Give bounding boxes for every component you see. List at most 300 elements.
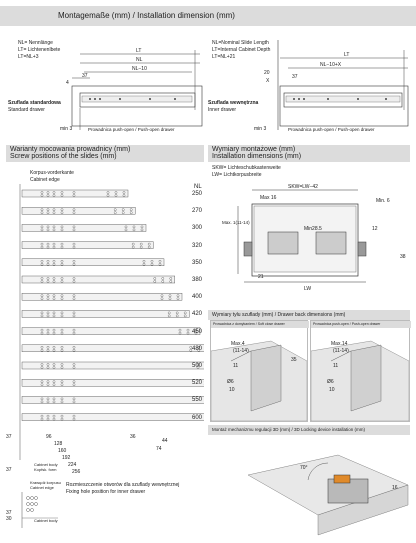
install-title-pl: Wymiary montażowe (mm)	[212, 146, 296, 153]
screw-hole	[177, 295, 179, 297]
screw-hole	[53, 398, 55, 400]
screw-hole	[47, 401, 49, 403]
dim-x: X	[266, 78, 270, 84]
screw-hole	[61, 194, 63, 196]
nl-value: 550	[192, 397, 203, 404]
screw-hole	[41, 315, 43, 317]
screw-hole	[61, 260, 63, 262]
screw-hole	[73, 363, 75, 365]
slide-row	[22, 379, 204, 386]
screw-hole	[47, 260, 49, 262]
screw-hole	[47, 263, 49, 265]
screw-hole	[162, 280, 164, 282]
screw-hole	[47, 295, 49, 297]
screw-hole	[107, 194, 109, 196]
screw-hole	[61, 366, 63, 368]
dim-35: 35	[291, 357, 297, 363]
dim-lt: LT	[136, 48, 142, 54]
nl-value: 250	[192, 191, 203, 197]
screw-hole	[53, 381, 55, 383]
screw-hole	[61, 398, 63, 400]
screw-hole	[73, 415, 75, 417]
dim-12: 12	[372, 226, 378, 232]
screw-hole	[47, 398, 49, 400]
screw-hole	[143, 263, 145, 265]
screw-hole	[125, 226, 127, 228]
screw-hole	[107, 191, 109, 193]
screw-hole	[179, 332, 181, 334]
screw-hole	[115, 194, 117, 196]
dim-37: 37	[6, 434, 12, 440]
dim-max: Max.14	[331, 341, 348, 347]
screw-panel-header	[6, 145, 204, 162]
dim-nl-10-x: NL−10+X	[320, 62, 342, 68]
nl-value: 380	[192, 277, 203, 283]
screw-hole	[179, 329, 181, 331]
screw-hole	[47, 277, 49, 279]
screw-hole	[61, 381, 63, 383]
screw-hole	[41, 398, 43, 400]
screw-hole	[53, 260, 55, 262]
screw-hole	[151, 263, 153, 265]
screw-panel-title-pl: Warianty mocowania prowadnicy (mm)	[10, 146, 131, 153]
screw-hole	[73, 384, 75, 386]
dim-44: 44	[162, 438, 168, 444]
nl-value: 270	[192, 208, 203, 215]
screw-hole	[61, 298, 63, 300]
drawer-title: Szuflada wewnętrzna	[208, 100, 259, 106]
screw-hole	[47, 226, 49, 228]
screw-hole	[61, 346, 63, 348]
dim-lw: LW	[304, 286, 312, 292]
header-bar	[0, 6, 416, 26]
screw-hole	[53, 209, 55, 211]
dim-4: 4	[66, 80, 69, 86]
screw-hole	[73, 398, 75, 400]
dim-20: 20	[264, 70, 270, 76]
screw-hole	[61, 243, 63, 245]
screw-hole	[161, 298, 163, 300]
screw-hole	[61, 191, 63, 193]
back-panel-title: Wymiary tyłu szuflady (mm) / Drawer back dimensions (mm)	[212, 312, 346, 318]
body-edge-label-2: Kopfsk. form	[34, 467, 57, 472]
screw-hole	[169, 298, 171, 300]
nl-value: 400	[192, 294, 203, 301]
device-drawing	[208, 435, 410, 540]
legend-formula: LT=NL+21	[212, 54, 236, 60]
screw-hole	[61, 295, 63, 297]
nl-header: NL	[194, 184, 202, 190]
screw-hole	[53, 277, 55, 279]
dim-10: 10	[229, 387, 235, 393]
dim-11: 11	[233, 363, 239, 369]
screw-hole	[41, 260, 43, 262]
soft-close-diagram	[210, 320, 308, 422]
screw-hole	[41, 401, 43, 403]
screw-hole	[53, 346, 55, 348]
dim-lt: LT	[344, 52, 350, 58]
screw-hole	[53, 295, 55, 297]
device-panel-header	[208, 425, 410, 435]
screw-hole	[73, 312, 75, 314]
inner-dim-30: 30	[6, 516, 12, 522]
screw-hole	[61, 315, 63, 317]
screw-hole	[41, 349, 43, 351]
screw-hole	[41, 191, 43, 193]
screw-hole	[170, 277, 172, 279]
screw-hole	[176, 312, 178, 314]
dim-nl: NL	[136, 57, 143, 63]
dim-min3: min 3	[60, 126, 73, 132]
screw-hole	[61, 332, 63, 334]
back-panel	[208, 320, 410, 422]
install-title-en: Installation dimensions (mm)	[212, 153, 302, 160]
screw-hole	[53, 212, 55, 214]
screw-hole	[170, 280, 172, 282]
screw-hole	[53, 298, 55, 300]
dim-128: 128	[54, 441, 63, 447]
screw-hole	[73, 229, 75, 231]
screw-hole	[47, 329, 49, 331]
dim-6: Ø6	[227, 379, 234, 385]
screw-hole	[61, 312, 63, 314]
screw-hole	[61, 229, 63, 231]
screw-hole	[61, 277, 63, 279]
screw-hole	[41, 246, 43, 248]
dim-36: 36	[130, 434, 136, 440]
dim-224: 224	[68, 462, 77, 468]
install-panel	[208, 162, 410, 305]
screw-hole	[61, 246, 63, 248]
screw-hole	[41, 194, 43, 196]
screw-hole	[73, 260, 75, 262]
cabinet-edge-label-en: Cabinet edge	[30, 177, 60, 183]
screw-hole	[73, 401, 75, 403]
screw-hole	[47, 381, 49, 383]
page-title: Montagemaße (mm) / Installation dimension (mm)	[58, 11, 235, 20]
nl-value: 420	[192, 311, 203, 318]
screw-hole	[41, 384, 43, 386]
standard-drawer-diagram	[0, 30, 208, 142]
screw-hole	[73, 209, 75, 211]
screw-hole	[47, 363, 49, 365]
slide-row	[22, 293, 182, 300]
screw-hole	[122, 212, 124, 214]
screw-hole	[73, 329, 75, 331]
screw-hole	[114, 212, 116, 214]
nl-value: 480	[192, 345, 203, 352]
screw-hole	[61, 384, 63, 386]
screw-hole	[159, 260, 161, 262]
screw-hole	[154, 277, 156, 279]
screw-hole	[161, 295, 163, 297]
screw-hole	[53, 366, 55, 368]
dim-192: 192	[62, 455, 71, 461]
screw-hole	[73, 226, 75, 228]
screw-hole	[53, 418, 55, 420]
slide-row	[22, 207, 135, 214]
dim-37: 37	[292, 74, 298, 80]
screw-hole	[154, 280, 156, 282]
screw-hole	[47, 346, 49, 348]
body-edge-label: Cabinet body	[34, 462, 58, 467]
screw-hole	[61, 349, 63, 351]
screw-hole	[53, 384, 55, 386]
dim-74: 74	[156, 446, 162, 452]
screw-hole	[115, 191, 117, 193]
screw-hole	[61, 415, 63, 417]
screw-hole	[41, 212, 43, 214]
screw-hole	[141, 226, 143, 228]
dim-min3: min 3	[254, 126, 267, 132]
screw-hole	[122, 209, 124, 211]
screw-hole	[73, 295, 75, 297]
screw-hole	[47, 312, 49, 314]
screw-hole	[169, 295, 171, 297]
dim-6: Ø6	[327, 379, 334, 385]
screw-hole	[73, 246, 75, 248]
screw-hole	[41, 277, 43, 279]
inner-edge-label: Krawędź korpusu	[30, 480, 61, 485]
nl-value: 450	[192, 328, 203, 335]
nl-value: 600	[192, 414, 203, 421]
dim-37-body: 37	[6, 467, 12, 473]
screw-hole	[53, 312, 55, 314]
dim-skw: SKW=LW−42	[288, 184, 318, 190]
screw-hole	[73, 212, 75, 214]
screw-hole	[187, 329, 189, 331]
screw-hole	[61, 226, 63, 228]
screw-hole	[47, 366, 49, 368]
screw-hole	[133, 226, 135, 228]
screw-hole	[130, 212, 132, 214]
screw-hole	[53, 315, 55, 317]
dim-max16: Max 16	[260, 195, 277, 201]
dim-min285: Min28.5	[304, 226, 322, 232]
screw-hole	[73, 315, 75, 317]
screw-hole	[130, 209, 132, 211]
screw-hole	[41, 415, 43, 417]
slide-row	[22, 345, 204, 352]
screw-hole	[47, 194, 49, 196]
dim-range: (11-14)	[333, 348, 349, 354]
screw-hole	[41, 280, 43, 282]
slide-row	[22, 259, 164, 266]
screw-hole	[41, 381, 43, 383]
dim-height: Max. 1(11-14)	[222, 220, 250, 225]
screw-hole	[53, 263, 55, 265]
screw-hole	[41, 298, 43, 300]
screw-hole	[61, 212, 63, 214]
inner-drawer-drawing	[208, 30, 416, 142]
screw-hole	[41, 418, 43, 420]
screw-hole	[61, 401, 63, 403]
screw-hole	[73, 349, 75, 351]
screw-hole	[73, 346, 75, 348]
screw-hole	[61, 263, 63, 265]
inner-body-label: Cabinet body	[34, 518, 58, 523]
screw-hole	[41, 243, 43, 245]
drawer-title: Szuflada standardowa	[8, 100, 61, 106]
legend-nl: NL=Nominal Slide Length	[212, 40, 269, 46]
device-panel	[208, 435, 410, 540]
screw-hole	[47, 384, 49, 386]
screw-hole	[114, 209, 116, 211]
screw-hole	[168, 315, 170, 317]
dim-38: 38	[400, 254, 406, 260]
lw-note: LW= Lichtkorpusbreite	[212, 172, 262, 178]
screw-hole	[73, 298, 75, 300]
screw-hole	[41, 209, 43, 211]
screw-hole	[47, 191, 49, 193]
screw-hole	[47, 332, 49, 334]
soft-close-caption: Prowadnica z domykaniem / Soft close drawer	[211, 321, 309, 328]
screw-hole	[41, 295, 43, 297]
screw-hole	[53, 401, 55, 403]
screw-hole	[73, 277, 75, 279]
screw-hole	[148, 246, 150, 248]
legend-lt: LT=Internal Cabinet Depth	[212, 47, 271, 53]
legend-lt: LT= Lichtenenlbete	[18, 47, 61, 53]
screw-hole	[73, 194, 75, 196]
slide-row	[22, 224, 146, 231]
screw-hole	[53, 280, 55, 282]
nl-value: 320	[192, 242, 203, 249]
screw-hole	[73, 280, 75, 282]
screw-hole	[53, 246, 55, 248]
screw-hole	[125, 229, 127, 231]
screw-hole	[47, 315, 49, 317]
screw-hole	[47, 415, 49, 417]
screw-hole	[41, 226, 43, 228]
inner-fixing-title-pl: Rozmieszczenie otworów dla szuflady wewnętrznej	[66, 482, 180, 488]
drawer-subtitle: Standard drawer	[8, 107, 45, 113]
screw-panel-title-en: Screw positions of the slides (mm)	[10, 153, 117, 160]
screw-hole	[41, 329, 43, 331]
screw-hole	[41, 346, 43, 348]
angle-label: 70°	[300, 465, 308, 471]
dim-nl-minus-10: NL−10	[132, 66, 147, 72]
screw-hole	[41, 332, 43, 334]
screw-hole	[132, 246, 134, 248]
screw-panel	[6, 162, 204, 540]
screw-hole	[53, 332, 55, 334]
screw-hole	[41, 263, 43, 265]
screw-hole	[41, 312, 43, 314]
dim-11: 11	[333, 363, 339, 369]
slide-row	[22, 362, 204, 369]
slide-row	[22, 276, 175, 283]
screw-hole	[47, 280, 49, 282]
screw-hole	[41, 366, 43, 368]
screw-hole	[133, 229, 135, 231]
nl-value: 350	[192, 259, 203, 266]
nl-value: 500	[192, 363, 203, 369]
inner-edge-label-en: Cabinet edge	[30, 485, 54, 490]
screw-hole	[47, 349, 49, 351]
screw-hole	[73, 263, 75, 265]
screw-hole	[53, 191, 55, 193]
push-open-drawing	[311, 321, 409, 421]
dim-21: 21	[258, 274, 264, 280]
dim-max: Max.4	[231, 341, 245, 347]
screw-hole	[73, 418, 75, 420]
screw-hole	[47, 243, 49, 245]
legend-nl: NL= Nennlänge	[18, 40, 53, 46]
screw-hole	[53, 229, 55, 231]
dim-range: (11-14)	[233, 348, 249, 354]
device-panel-title: Montaż mechanizmu regulacji 3D (mm) / 3D Locking device installation (mm)	[212, 427, 366, 432]
screw-hole	[53, 415, 55, 417]
screw-hole	[61, 418, 63, 420]
screw-hole	[53, 329, 55, 331]
screw-hole	[162, 277, 164, 279]
screw-hole	[53, 226, 55, 228]
screw-hole	[73, 381, 75, 383]
inner-fixing-title-en: Fixing hole position for inner drawer	[66, 489, 146, 495]
back-panel-header	[208, 310, 410, 320]
screw-hole	[168, 312, 170, 314]
screw-hole	[61, 329, 63, 331]
push-open-diagram	[310, 320, 410, 422]
screw-hole	[143, 260, 145, 262]
inner-drawer-diagram	[208, 30, 416, 142]
screw-hole	[47, 418, 49, 420]
nl-value: 520	[192, 380, 203, 387]
pushopen-caption: Prowadnica push-open / Push-open drawer	[288, 127, 375, 132]
screw-hole	[123, 194, 125, 196]
screw-hole	[53, 363, 55, 365]
dim-160: 160	[58, 448, 67, 454]
screw-hole	[61, 209, 63, 211]
dim-16: 16	[392, 485, 398, 491]
screw-hole	[41, 229, 43, 231]
screw-hole	[61, 363, 63, 365]
screw-hole	[187, 332, 189, 334]
install-panel-header	[208, 145, 410, 162]
screw-hole	[47, 209, 49, 211]
screw-hole	[184, 315, 186, 317]
slide-row	[22, 396, 204, 403]
drawer-subtitle: Inner drawer	[208, 107, 237, 113]
push-open-caption: Prowadnica push-open / Push-open drawer	[311, 321, 411, 328]
screw-hole	[177, 298, 179, 300]
screw-hole	[47, 229, 49, 231]
screw-hole	[141, 229, 143, 231]
pushopen-caption: Prowadnica push-open / Push-open drawer	[88, 127, 175, 132]
dim-37: 37	[82, 73, 88, 79]
screw-hole	[41, 363, 43, 365]
inner-dim-37: 37	[6, 510, 12, 516]
screw-hole	[73, 243, 75, 245]
dim-256: 256	[72, 469, 81, 475]
screw-hole	[47, 246, 49, 248]
slide-row	[22, 414, 204, 421]
dim-min6: Min. 6	[376, 198, 390, 204]
screw-hole	[73, 191, 75, 193]
inner-hole-drawing	[18, 492, 78, 532]
legend-formula: LT=NL+3	[18, 54, 39, 60]
screw-hole	[73, 332, 75, 334]
screw-hole	[148, 243, 150, 245]
screw-hole	[151, 260, 153, 262]
skw-note: SKW= Lichteschubkastenweite	[212, 165, 281, 171]
cabinet-edge-label: Korpus-vorderkante	[30, 170, 74, 176]
screw-hole	[47, 212, 49, 214]
dim-10: 10	[329, 387, 335, 393]
screw-hole	[159, 263, 161, 265]
soft-close-drawing	[211, 321, 307, 421]
